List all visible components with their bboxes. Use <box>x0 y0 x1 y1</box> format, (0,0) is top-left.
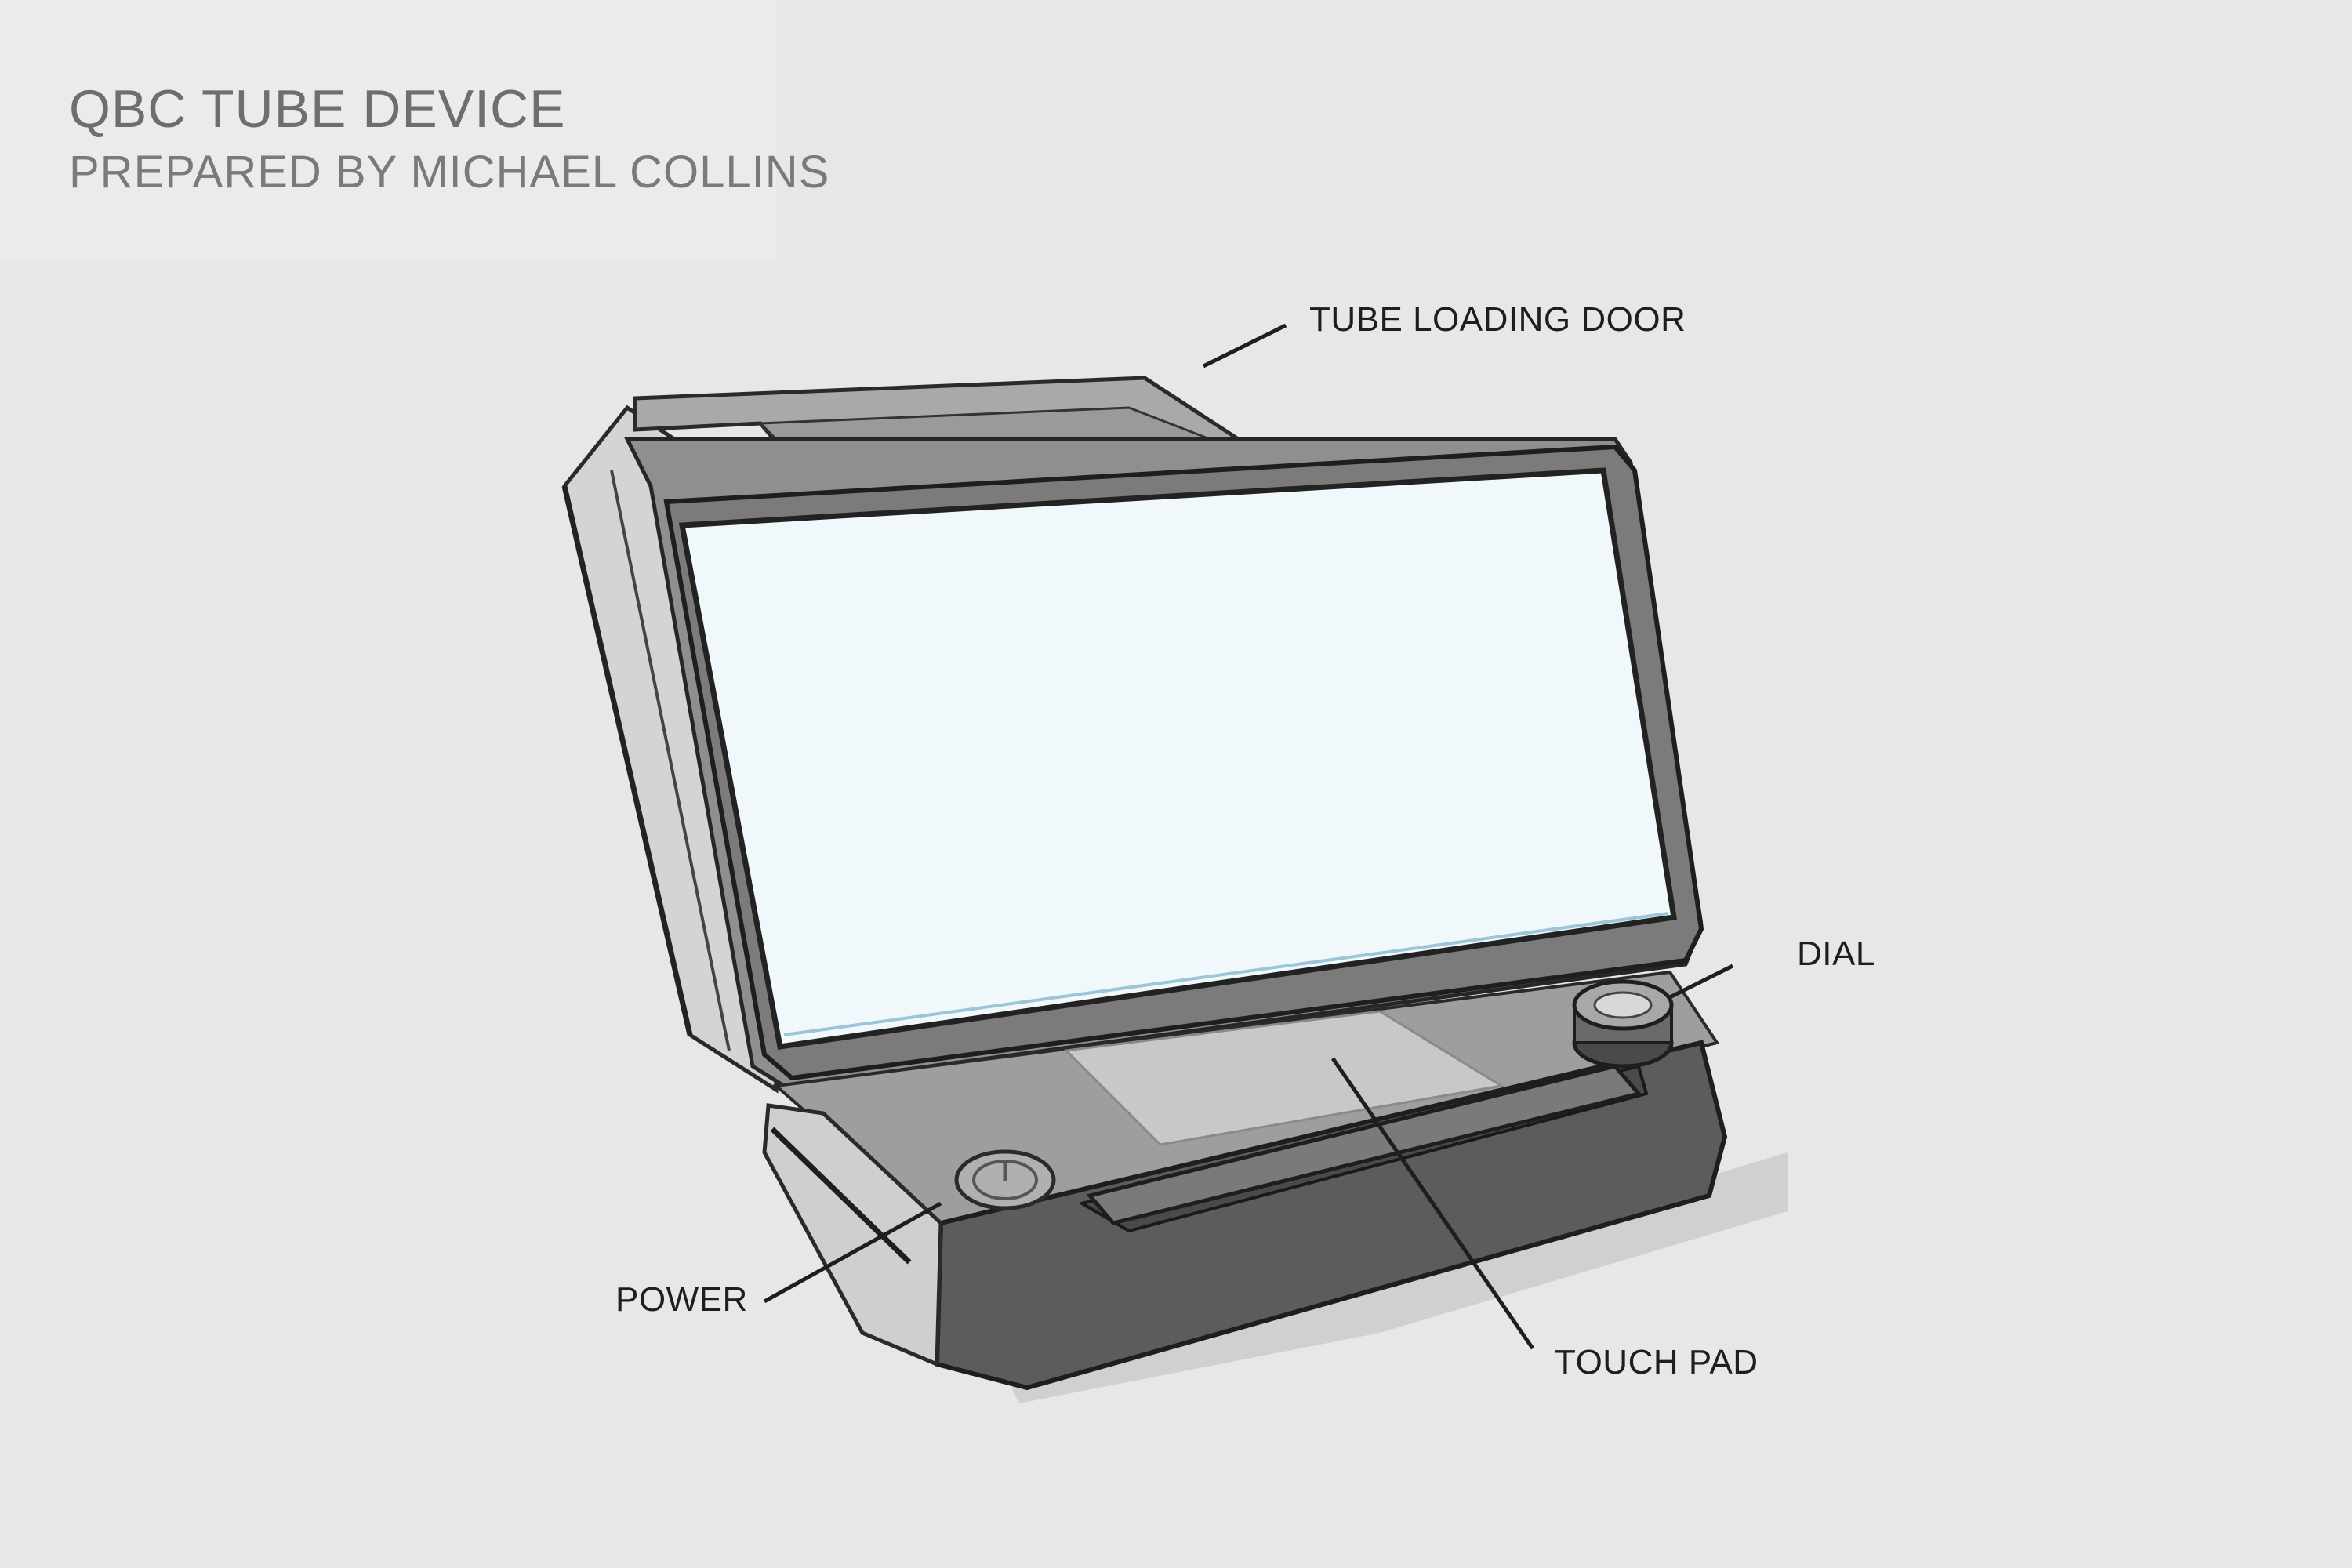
label-tube-loading-door: TUBE LOADING DOOR <box>1309 300 1686 339</box>
label-power: POWER <box>615 1280 748 1319</box>
dial-knob[interactable] <box>1574 982 1671 1066</box>
label-dial: DIAL <box>1797 935 1875 973</box>
leader-dial <box>1670 966 1733 997</box>
page-title: QBC TUBE DEVICE <box>69 79 566 139</box>
power-button[interactable] <box>956 1152 1054 1208</box>
leader-tube-loading-door <box>1203 325 1286 366</box>
label-touch-pad: TOUCH PAD <box>1555 1343 1759 1381</box>
page-subtitle: PREPARED BY MICHAEL COLLINS <box>69 147 830 198</box>
